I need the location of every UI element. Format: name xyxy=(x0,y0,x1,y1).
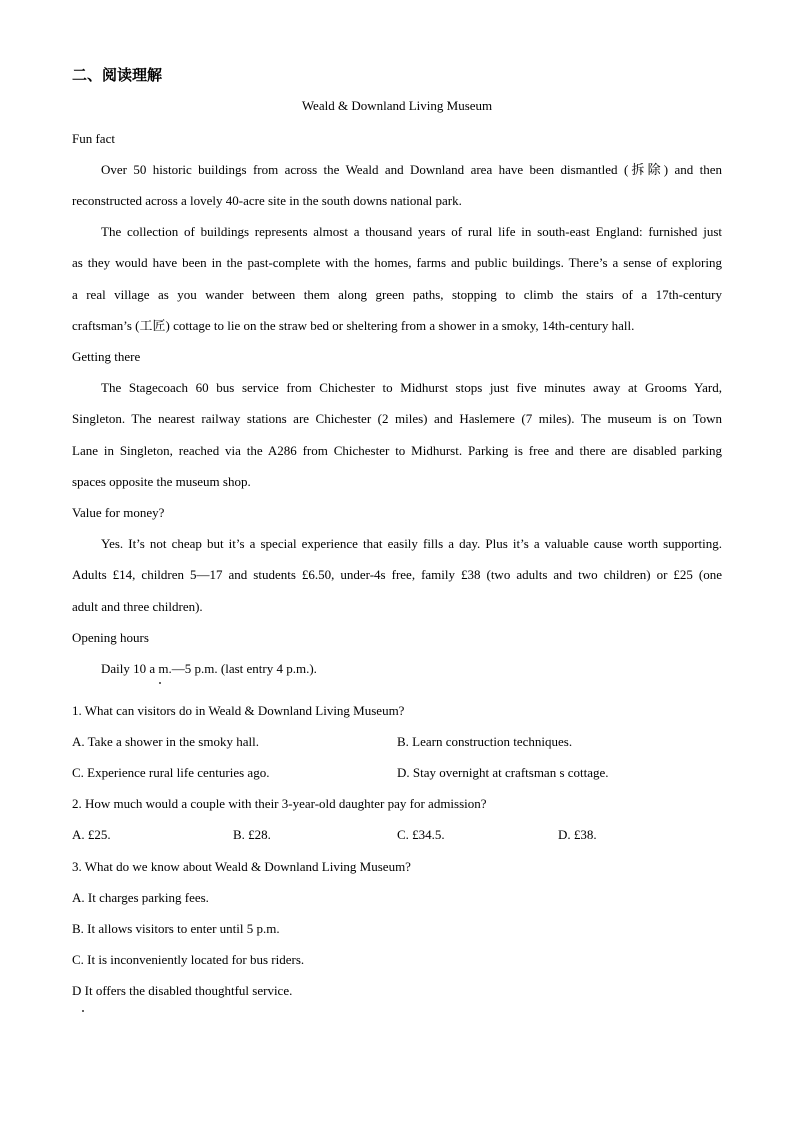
stray-dot xyxy=(82,1010,84,1012)
question-option: D. £38. xyxy=(558,827,597,842)
question-stem: 2. How much would a couple with their 3-year-old daughter pay for admission? xyxy=(72,796,487,811)
subheading-opening-hours: Opening hours xyxy=(72,630,149,645)
question-option: B. £28. xyxy=(233,827,271,842)
subheading-getting-there: Getting there xyxy=(72,349,141,364)
paragraph-line: The Stagecoach 60 bus service from Chichester to Midhurst stops just five minutes away at Grooms Yard, xyxy=(101,380,722,395)
question-stem: 1. What can visitors do in Weald & Downland Living Museum? xyxy=(72,703,405,718)
paragraph-line: craftsman’s (工匠) cottage to lie on the straw bed or sheltering from a shower in a smoky, 14th-century hall. xyxy=(72,318,635,333)
subheading-fun-fact: Fun fact xyxy=(72,131,115,146)
paragraph-line: Lane in Singleton, reached via the A286 from Chichester to Midhurst. Parking is free and there are disabled parking xyxy=(72,443,722,458)
question-option: D It offers the disabled thoughtful service. xyxy=(72,983,293,998)
paragraph-line: Yes. It’s not cheap but it’s a special experience that easily fills a day. Plus it’s a valuable cause worth supporting. xyxy=(101,536,722,551)
question-stem: 3. What do we know about Weald & Downland Living Museum? xyxy=(72,859,411,874)
question-option: B. It allows visitors to enter until 5 p.m. xyxy=(72,921,280,936)
paragraph-line: Daily 10 a m.—5 p.m. (last entry 4 p.m.). xyxy=(101,661,317,676)
question-option: B. Learn construction techniques. xyxy=(397,734,573,749)
section-heading: 二、阅读理解 xyxy=(72,68,163,84)
paragraph-line: as they would have been in the past-complete with the homes, farms and public buildings. There’s a sense of exploring xyxy=(72,255,722,270)
question-option: C. It is inconveniently located for bus riders. xyxy=(72,952,305,967)
stray-dot xyxy=(159,682,161,684)
question-option: A. Take a shower in the smoky hall. xyxy=(72,734,259,749)
paragraph-line: a real village as you wander between them along green paths, stopping to climb the stairs of a 17th-century xyxy=(72,287,722,302)
question-option: A. It charges parking fees. xyxy=(72,890,209,905)
question-option: C. Experience rural life centuries ago. xyxy=(72,765,270,780)
paragraph-line: Over 50 historic buildings from across the Weald and Downland area have been dismantled (拆除) and then xyxy=(101,162,722,177)
question-option: A. £25. xyxy=(72,827,111,842)
paragraph-line: The collection of buildings represents almost a thousand years of rural life in south-east England: furnished just xyxy=(101,224,722,239)
paragraph-line: reconstructed across a lovely 40-acre site in the south downs national park. xyxy=(72,193,462,208)
paragraph-line: adult and three children). xyxy=(72,599,203,614)
paragraph-line: Singleton. The nearest railway stations are Chichester (2 miles) and Haslemere (7 miles). The museum is on Town xyxy=(72,411,722,426)
question-option: D. Stay overnight at craftsman s cottage. xyxy=(397,765,609,780)
passage-title: Weald & Downland Living Museum xyxy=(301,98,493,113)
subheading-value: Value for money? xyxy=(72,505,165,520)
paragraph-line: Adults £14, children 5—17 and students £6.50, under-4s free, family £38 (two adults and two children) or £25 (one xyxy=(72,567,722,582)
question-option: C. £34.5. xyxy=(397,827,445,842)
paragraph-line: spaces opposite the museum shop. xyxy=(72,474,251,489)
